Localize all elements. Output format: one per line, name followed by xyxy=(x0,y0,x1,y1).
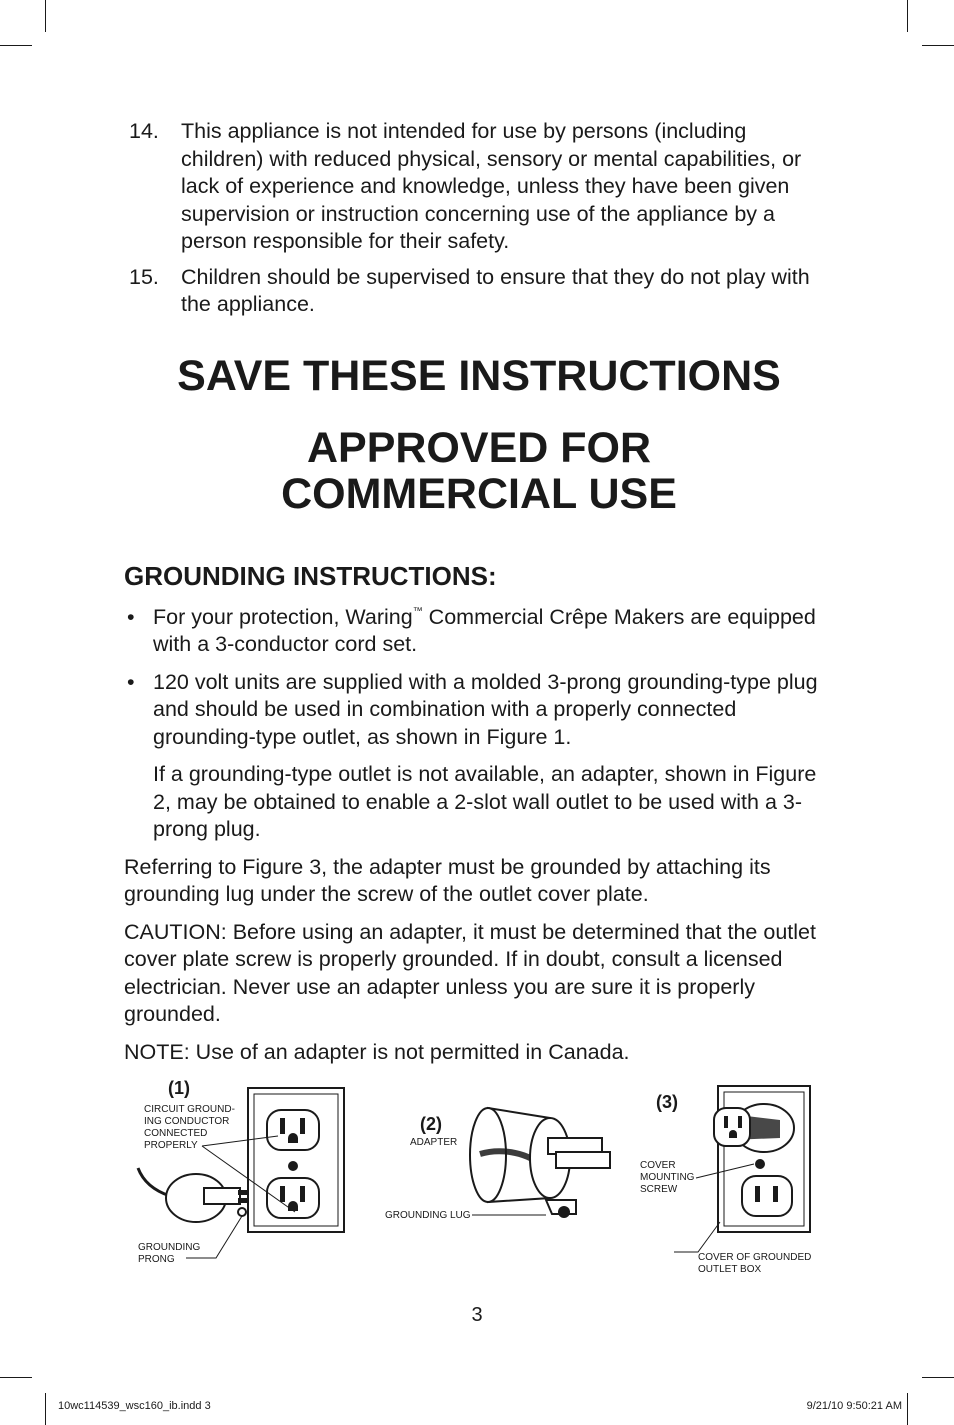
receptacle-bottom xyxy=(742,1176,792,1216)
paragraph: Referring to Figure 3, the adapter must be grounded by attaching its grounding lug under the screw of the outlet cover plate. xyxy=(124,854,771,906)
trademark-symbol: ™ xyxy=(412,605,423,617)
approved-heading-line1: APPROVED FOR xyxy=(306,423,652,472)
figure-3-screw-line: COVER xyxy=(640,1160,676,1171)
ground-hole xyxy=(729,1130,737,1138)
bullet-icon: • xyxy=(127,669,135,694)
figure-3-screw-line: MOUNTING xyxy=(640,1172,695,1183)
page-number: 3 xyxy=(471,1304,483,1326)
bullet-continuation: If a grounding-type outlet is not available, an adapter, shown in Figure 2, may be obtained to enable a 2-slot wall outlet to be used with a 3-prong plug. xyxy=(153,762,817,841)
adapter-face xyxy=(714,1108,750,1146)
bullet-text: 120 volt units are supplied with a molded 3-prong grounding-type plug and should be used in combination with a properly connected grounding-type outlet, as shown in Figure 1. xyxy=(153,669,818,749)
date-slug: 9/21/10 9:50:21 AM xyxy=(806,1400,902,1412)
power-cord xyxy=(138,1168,170,1196)
slot xyxy=(724,1116,728,1128)
figure-1-prong-line: PRONG xyxy=(138,1254,175,1265)
figure-1-label-line: PROPERLY xyxy=(144,1140,198,1151)
slot xyxy=(280,1186,285,1202)
ground-hole xyxy=(288,1201,298,1211)
crop-mark xyxy=(45,1393,46,1425)
list-item xyxy=(124,118,834,256)
figure-1-label-line: CIRCUIT GROUND- xyxy=(144,1104,235,1115)
grounding-title: GROUNDING INSTRUCTIONS: xyxy=(124,560,497,591)
crop-mark xyxy=(0,45,32,46)
adapter-prong xyxy=(556,1152,610,1168)
plug-prong xyxy=(238,1190,248,1195)
crop-mark xyxy=(45,0,46,32)
cover-screw-icon xyxy=(755,1159,765,1169)
approved-heading-line2: COMMERCIAL USE xyxy=(281,469,677,518)
figure-1-label-line: ING CONDUCTOR xyxy=(144,1116,230,1127)
crop-mark xyxy=(907,0,908,32)
list-number: 14. xyxy=(129,119,159,143)
plug-face xyxy=(204,1188,240,1204)
slot xyxy=(280,1118,285,1134)
cover-screw-icon xyxy=(288,1161,298,1171)
figure-1-prong-line: GROUNDING xyxy=(138,1242,201,1253)
figure-3-number: (3) xyxy=(656,1092,678,1112)
crop-mark xyxy=(0,1377,32,1378)
note-paragraph: NOTE: Use of an adapter is not permitted in Canada. xyxy=(124,1039,630,1064)
slot xyxy=(738,1116,742,1128)
figure-2 xyxy=(385,1108,610,1221)
figure-3-box-line: OUTLET BOX xyxy=(698,1264,762,1275)
figures xyxy=(130,1072,830,1282)
figure-3 xyxy=(640,1086,811,1275)
figure-1-label-line: CONNECTED xyxy=(144,1128,208,1139)
figure-1-number: (1) xyxy=(168,1078,190,1098)
slot xyxy=(300,1186,305,1202)
bullet-text xyxy=(153,604,834,659)
bullet-item xyxy=(124,669,834,752)
ground-hole xyxy=(288,1133,298,1143)
receptacle-top xyxy=(267,1110,319,1150)
list-item xyxy=(124,264,834,319)
file-slug: 10wc114539_wsc160_ib.indd 3 xyxy=(58,1400,211,1412)
figures-illustration xyxy=(130,1072,830,1282)
figure-2-number: (2) xyxy=(420,1114,442,1134)
bullet-text-part: Commercial Crêpe Makers are equipped with a 3-conductor cord set. xyxy=(153,604,816,656)
page-content xyxy=(124,118,834,1076)
crop-mark xyxy=(907,1393,908,1425)
leader-line xyxy=(674,1222,720,1252)
safety-list xyxy=(124,118,834,319)
list-number: 15. xyxy=(129,264,159,289)
save-instructions-heading: SAVE THESE INSTRUCTIONS xyxy=(177,351,781,400)
bullet-item xyxy=(124,604,834,659)
slot xyxy=(755,1186,760,1202)
crop-mark xyxy=(922,1377,954,1378)
crop-mark xyxy=(922,45,954,46)
list-text: Children should be supervised to ensure that they do not play with the appliance. xyxy=(181,264,810,316)
approved-heading xyxy=(124,425,834,517)
caution-paragraph: CAUTION: Before using an adapter, it must be determined that the outlet cover plate screw is properly grounded. If in doubt, consult a licensed electrician. Never use an adapter unless you are sure it is properly grounded. xyxy=(124,919,816,1026)
figure-3-screw-line: SCREW xyxy=(640,1184,678,1195)
bullet-icon: • xyxy=(127,604,135,629)
slot xyxy=(773,1186,778,1202)
figure-3-box-line: COVER OF GROUNDED xyxy=(698,1252,812,1263)
figure-1 xyxy=(138,1078,344,1265)
slot xyxy=(300,1118,305,1134)
bullet-text-part: For your protection, Waring xyxy=(153,604,413,629)
figure-2-lug-label: GROUNDING LUG xyxy=(385,1210,471,1221)
figure-2-adapter-label: ADAPTER xyxy=(410,1137,458,1148)
lug-hole-icon xyxy=(558,1206,570,1218)
list-text: This appliance is not intended for use by persons (including children) with reduced physical, sensory or mental capabilities, or lack of experience and knowledge, unless they have been given supervision or instruction concerning use of the appliance by a person responsible for their safety. xyxy=(181,119,802,253)
grounding-prong-icon xyxy=(238,1208,246,1216)
plug-prong xyxy=(238,1198,248,1203)
